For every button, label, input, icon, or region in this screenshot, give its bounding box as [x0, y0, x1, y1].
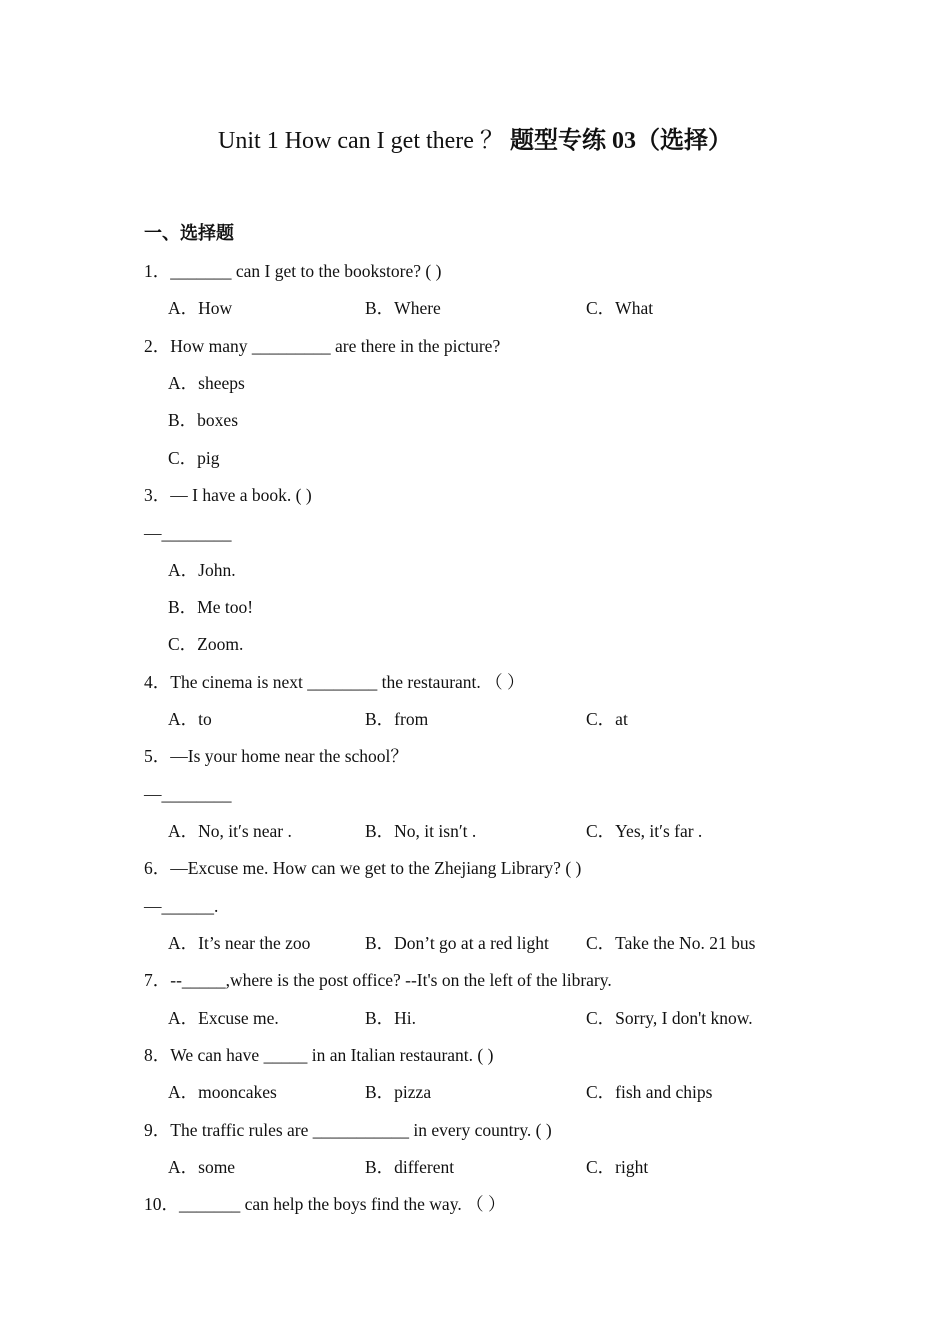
- question-6-answer-line: —______.: [144, 896, 219, 916]
- question-9-option-c: C．right: [586, 1157, 649, 1177]
- question-2-option-b: B．boxes: [168, 410, 238, 430]
- question-2-option-a: A．sheeps: [168, 373, 245, 393]
- question-6-option-a: A．It’s near the zoo: [168, 933, 311, 953]
- question-8-option-c: C．fish and chips: [586, 1082, 713, 1102]
- question-4-option-a: A．to: [168, 709, 212, 729]
- question-6-option-b: B．Don’t go at a red light: [365, 933, 549, 953]
- question-3-option-c: C．Zoom.: [168, 634, 244, 654]
- question-7-option-c: C．Sorry, I don't know.: [586, 1008, 753, 1028]
- question-7-stem: 7．--_____,where is the post office? --It's on the left of the library.: [144, 970, 612, 990]
- question-5-option-a: A．No, it′s near .: [168, 821, 292, 841]
- question-1-stem: 1．_______ can I get to the bookstore? ( ): [144, 261, 442, 281]
- page-title: [0, 124, 950, 158]
- question-9-stem: 9．The traffic rules are ___________ in every country. ( ): [144, 1120, 552, 1140]
- question-4-option-c: C．at: [586, 709, 628, 729]
- question-5-answer-line: —________: [144, 784, 232, 804]
- question-8-option-a: A．mooncakes: [168, 1082, 277, 1102]
- question-4-stem: 4．The cinema is next ________ the restaurant. （ ）: [144, 672, 525, 692]
- question-6-option-c: C．Take the No. 21 bus: [586, 933, 756, 953]
- title-english: Unit 1 How can I get there ？: [218, 128, 504, 154]
- question-5-option-b: B．No, it isn′t .: [365, 821, 477, 841]
- question-1-option-a: A．How: [168, 298, 233, 318]
- title-chinese: 题型专练 03（选择）: [509, 128, 732, 154]
- question-2-stem: 2．How many _________ are there in the picture?: [144, 336, 501, 356]
- question-10-stem: 10．_______ can help the boys find the way. （ ）: [144, 1194, 506, 1214]
- question-1-option-c: C．What: [586, 298, 654, 318]
- question-8-option-b: B．pizza: [365, 1082, 432, 1102]
- question-9-option-a: A．some: [168, 1157, 236, 1177]
- question-3-answer-line: —________: [144, 523, 232, 543]
- question-5-stem: 5．—Is your home near the school？: [144, 746, 408, 766]
- question-3-option-a: A．John.: [168, 560, 236, 580]
- question-5-option-c: C．Yes, it′s far .: [586, 821, 703, 841]
- question-7-option-b: B．Hi.: [365, 1008, 417, 1028]
- section-heading: 一、选择题: [144, 223, 234, 243]
- question-3-option-b: B．Me too!: [168, 597, 254, 617]
- question-6-stem: 6．—Excuse me. How can we get to the Zhejiang Library? ( ): [144, 858, 582, 878]
- question-2-option-c: C．pig: [168, 448, 220, 468]
- question-9-option-b: B．different: [365, 1157, 455, 1177]
- question-8-stem: 8．We can have _____ in an Italian restaurant. ( ): [144, 1045, 494, 1065]
- question-3-stem: 3．— I have a book. ( ): [144, 485, 312, 505]
- question-4-option-b: B．from: [365, 709, 429, 729]
- question-7-option-a: A．Excuse me.: [168, 1008, 279, 1028]
- question-1-option-b: B．Where: [365, 298, 441, 318]
